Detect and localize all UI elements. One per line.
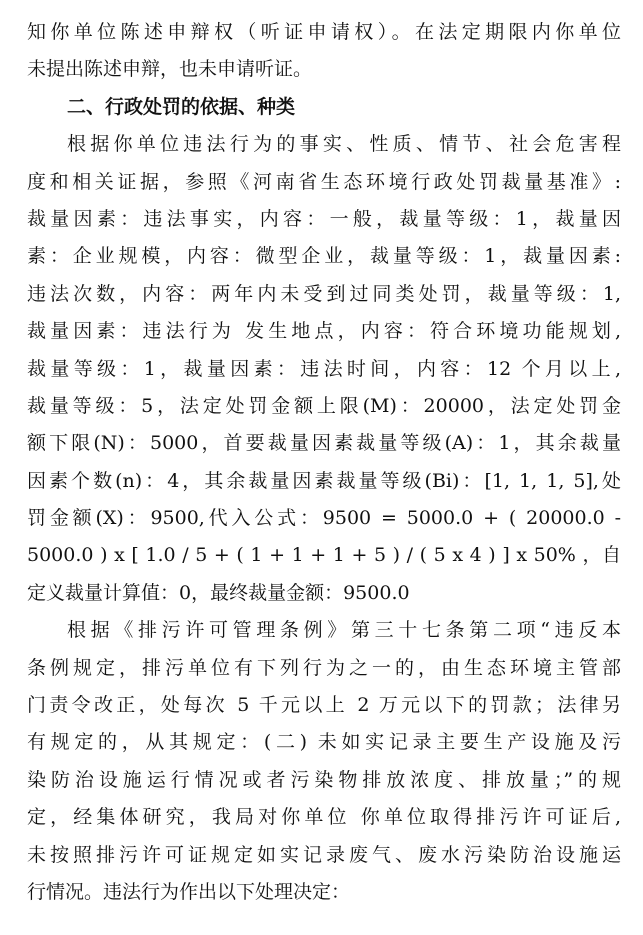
text-line: 罚金额(X)：9500,代入公式：9500 = 5000.0 + ( 20000.0 - <box>27 507 621 530</box>
text-line: 有规定的，从其规定：(二) 未如实记录主要生产设施及污 <box>27 731 621 754</box>
text-line: 裁量等级：1，裁量因素：违法时间，内容：12 个月以上, <box>27 357 621 380</box>
text-line: 条例规定，排污单位有下列行为之一的，由生态环境主管部 <box>27 656 621 679</box>
text-line: 未按照排污许可证规定如实记录废气、废水污染防治设施运 <box>27 843 621 866</box>
section-heading: 二、行政处罚的依据、种类 <box>67 95 296 118</box>
text-line: 行情况。违法行为作出以下处理决定： <box>27 880 351 903</box>
text-line: 违法次数，内容：两年内未受到过同类处罚，裁量等级：1, <box>27 282 621 305</box>
text-line: 根据你单位违法行为的事实、性质、情节、社会危害程 <box>67 133 621 156</box>
text-line: 5000.0 ) x [ 1.0 / 5 + ( 1 + 1 + 1 + 5 ) / ( 5 x 4 ) ] x 50% ，自 <box>27 544 621 567</box>
text-line: 裁量等级：5，法定处罚金额上限(M)：20000，法定处罚金 <box>27 394 621 417</box>
text-line: 染防治设施运行情况或者污染物排放浓度、排放量；”的规 <box>27 768 621 791</box>
text-line: 裁量因素：违法事实，内容：一般，裁量等级：1，裁量因 <box>27 207 621 230</box>
text-line: 根据《排污许可管理条例》第三十七条第二项“违反本 <box>67 619 621 642</box>
text-line: 额下限(N)：5000，首要裁量因素裁量等级(A)：1，其余裁量 <box>27 432 621 455</box>
text-line: 定，经集体研究，我局对你单位 你单位取得排污许可证后, <box>27 806 621 829</box>
text-line: 裁量因素：违法行为 发生地点，内容：符合环境功能规划, <box>27 320 621 343</box>
text-line: 素：企业规模，内容：微型企业，裁量等级：1，裁量因素: <box>27 245 621 268</box>
text-line: 门责令改正，处每次 5 千元以上 2 万元以下的罚款；法律另 <box>27 694 621 717</box>
text-line: 度和相关证据，参照《河南省生态环境行政处罚裁量基准》: <box>27 170 621 193</box>
text-line: 定义裁量计算值：0，最终裁量金额：9500.0 <box>27 581 410 604</box>
text-line: 知你单位陈述申辩权（听证申请权）。在法定期限内你单位 <box>27 21 621 43</box>
text-line: 未提出陈述申辩，也未申请听证。 <box>27 58 313 81</box>
text-line: 因素个数(n)：4，其余裁量因素裁量等级(Bi)：[1, 1, 1, 5],处 <box>27 469 621 492</box>
